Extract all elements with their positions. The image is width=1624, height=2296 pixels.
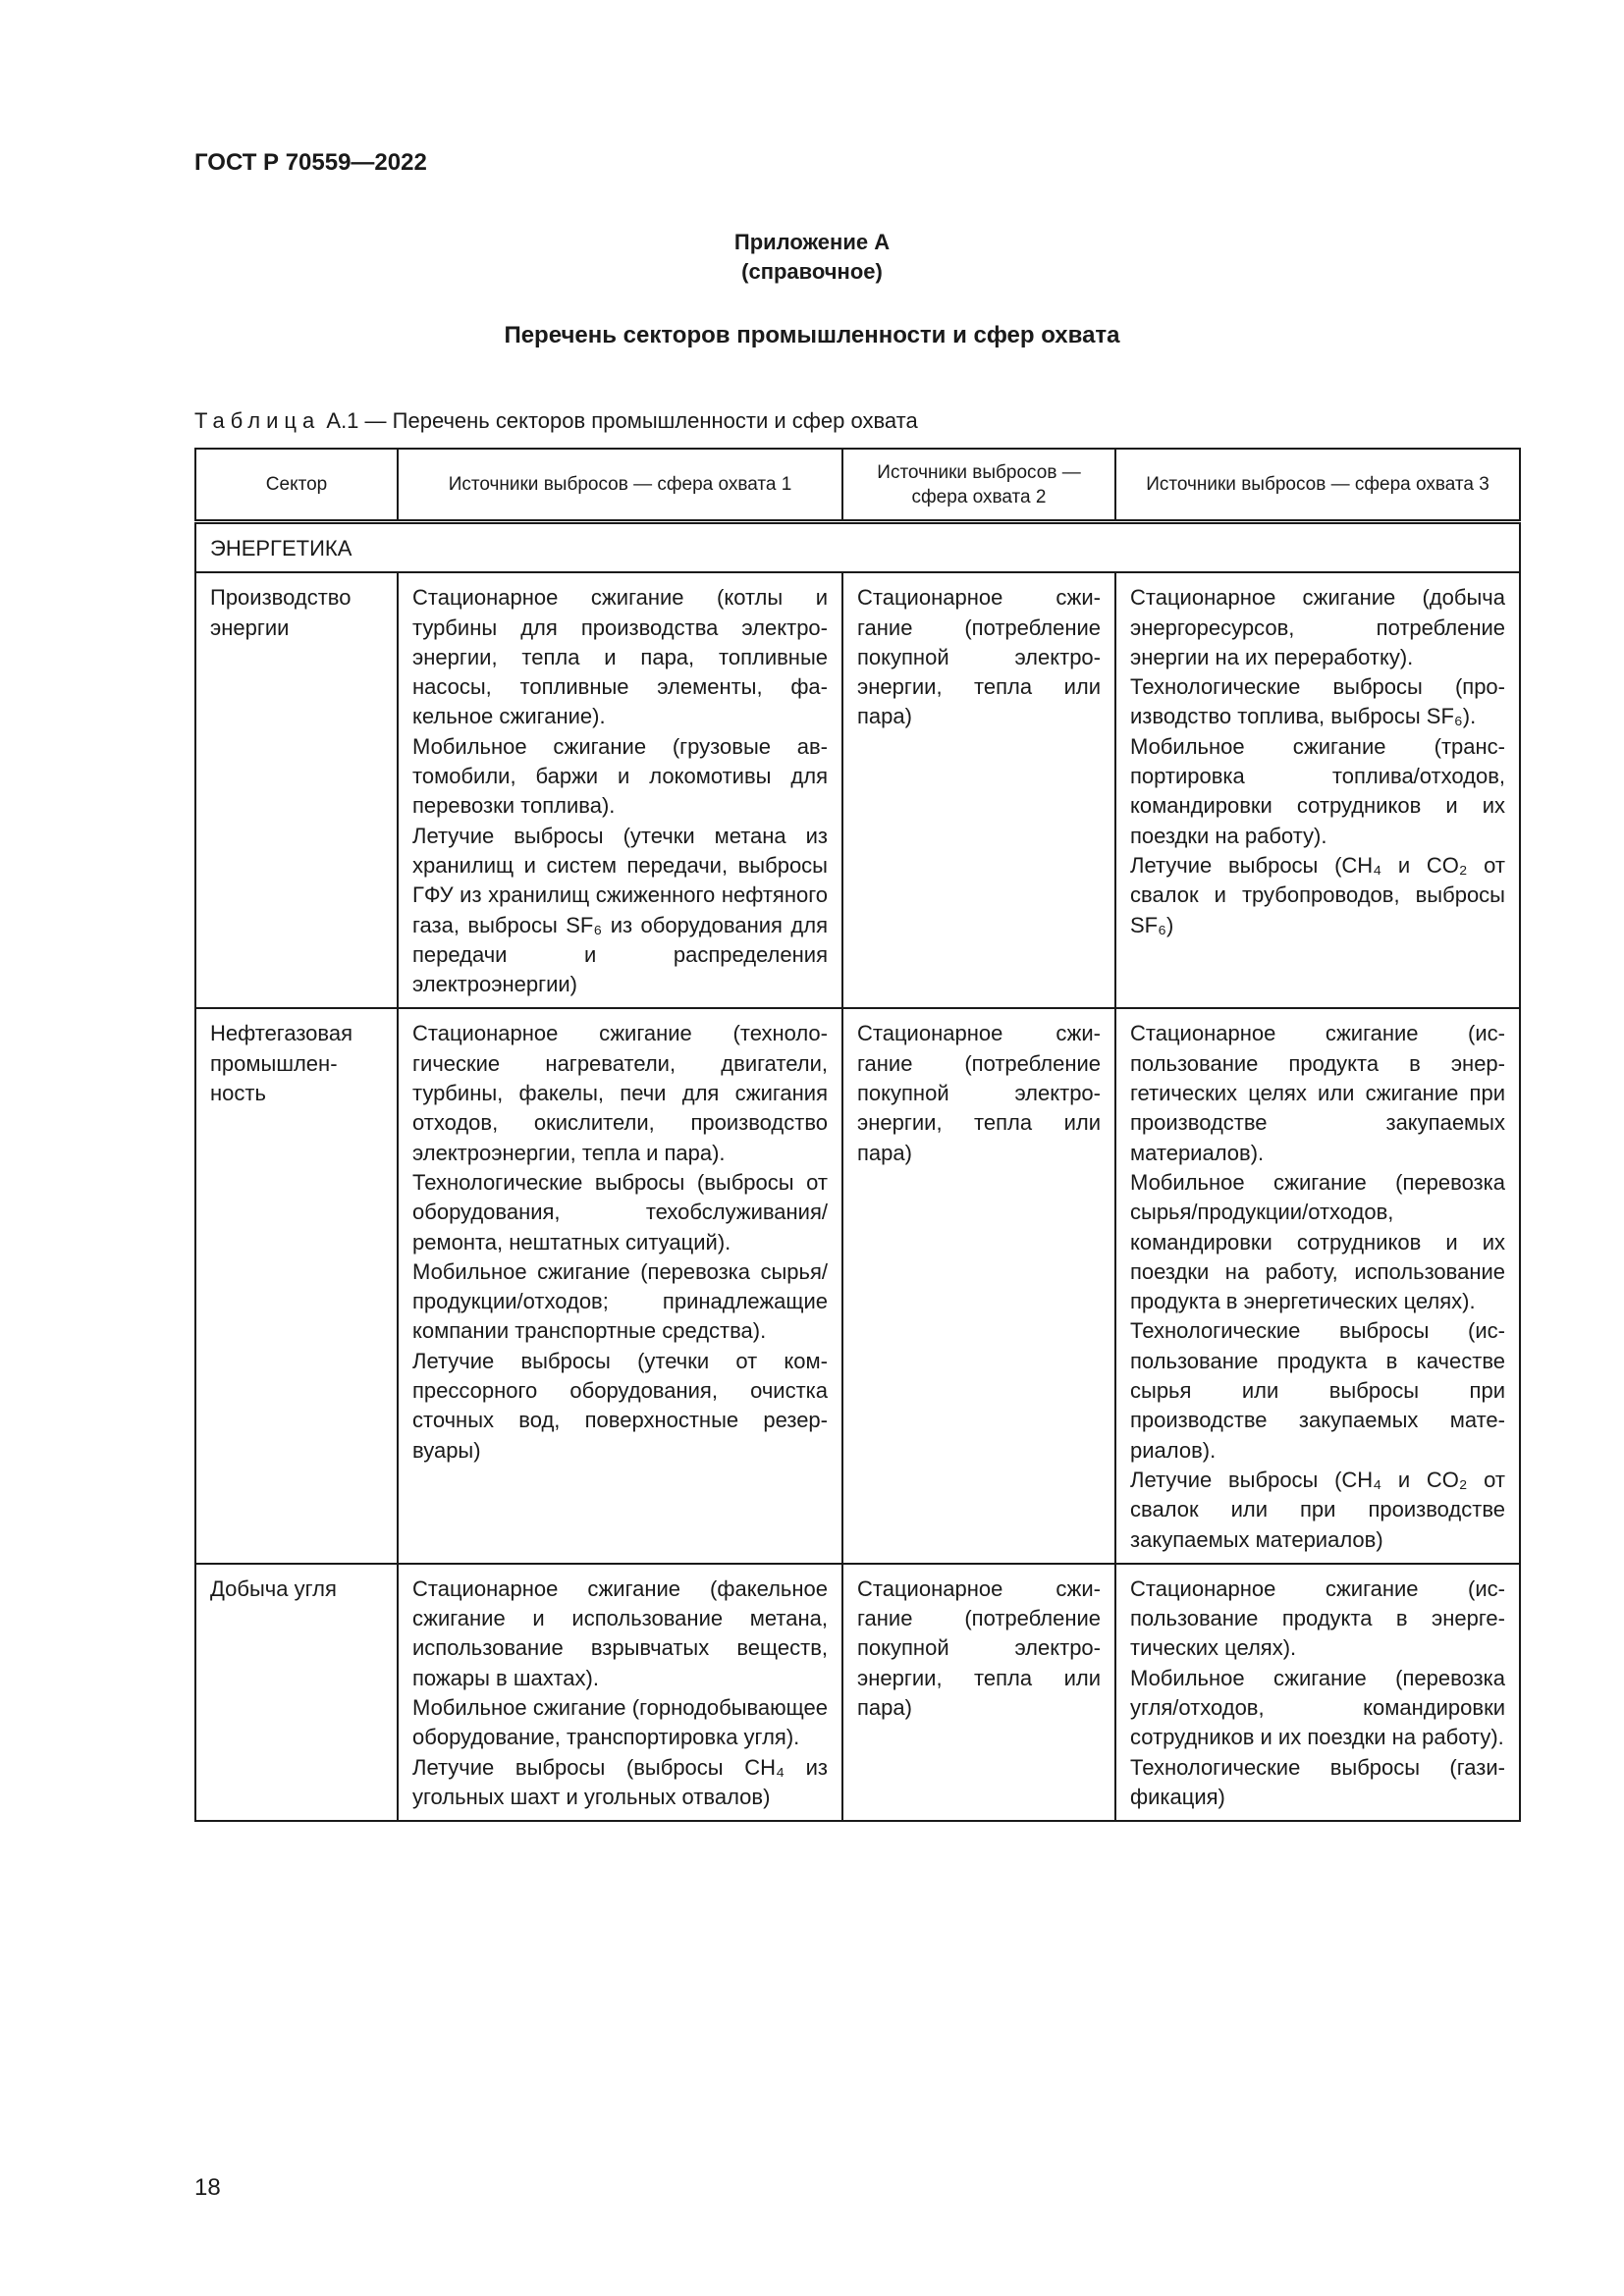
scope1-paragraph: Мобильное сжигание (горнодобывающее оборудование, транспортировка угля). [412, 1694, 828, 1750]
section-energy-label: ЭНЕРГЕТИКА [195, 522, 1520, 573]
scope3-paragraph: Стационарное сжигание (добыча энергоресурсов, потребление энергии на их переработку). [1130, 585, 1505, 669]
scope1-paragraph: Технологические выбросы (выбросы от оборудования, техобслуживания/ремонта, нештатных ситуаций). [412, 1169, 828, 1255]
scope3-cell [1115, 1008, 1520, 1563]
scope1-paragraph: Стационарное сжигание (котлы и турбины для производства электроэнергии, тепла и пара, топливные насосы, топливные элементы, факельное сжигание). [412, 585, 828, 729]
scope3-paragraph: Стационарное сжигание (использование продукта в энергетических целях или сжигание при производстве закупаемых материалов). [1130, 1021, 1505, 1165]
scope3-paragraph: Технологические выбросы (газификация) [1130, 1754, 1505, 1809]
scope1-paragraph: Стационарное сжигание (технологические нагреватели, двигатели, турбины, факелы, печи для сжигания отходов, окислители, производство электроэнергии, тепла и пара). [412, 1021, 828, 1165]
scope1-paragraph: Летучие выбросы (утечки метана из хранилищ и систем передачи, выбросы ГФУ из хранилищ сжиженного нефтяного газа, выбросы SF₆ из оборудования для передачи и распределения электроэнергии) [412, 823, 828, 997]
scope3-paragraph: Мобильное сжигание (перевозка угля/отходов, командировки сотрудников и их поездки на работу). [1130, 1665, 1505, 1750]
header-sector: Сектор [195, 449, 398, 522]
appendix-title: Приложение А [733, 230, 891, 254]
document-code: ГОСТ Р 70559—2022 [194, 149, 427, 176]
scope2-cell: Стационарное сжигание (потребление покупной электроэнергии, тепла или пара) [842, 572, 1115, 1008]
table-caption-text: — Перечень секторов промышленности и сфер охвата [364, 408, 918, 433]
sector-cell: Нефтегазовая промышленность [195, 1008, 398, 1563]
table-row [195, 572, 1520, 1008]
scope3-cell [1115, 1564, 1520, 1821]
scope2-cell: Стационарное сжигание (потребление покупной электроэнергии, тепла или пара) [842, 1008, 1115, 1563]
scope3-paragraph: Летучие выбросы (CH₄ и CO₂ от свалок или при производстве закупаемых материалов) [1130, 1467, 1505, 1552]
sectors-table [194, 448, 1521, 1822]
scope1-paragraph: Летучие выбросы (выбросы CH₄ из угольных шахт и угольных отвалов) [412, 1754, 828, 1809]
scope3-paragraph: Мобильное сжигание (перевозка сырья/продукции/отходов, командировки сотрудников и их поездки на работу, использование продукта в энергетических целях). [1130, 1169, 1505, 1314]
section-row-energy [195, 522, 1520, 573]
header-scope2: Источники выбросов — сфера охвата 2 [842, 449, 1115, 522]
table-row [195, 1564, 1520, 1821]
scope1-paragraph: Мобильное сжигание (перевозка сырья/продукции/отходов; принадлежащие компании транспортные средства). [412, 1258, 828, 1344]
table-row [195, 1008, 1520, 1563]
scope3-paragraph: Стационарное сжигание (использование продукта в энергетических целях). [1130, 1575, 1505, 1661]
scope1-paragraph: Мобильное сжигание (грузовые автомобили, баржи и локомотивы для перевозки топлива). [412, 733, 828, 819]
table-caption [194, 408, 918, 434]
header-scope1: Источники выбросов — сфера охвата 1 [398, 449, 842, 522]
scope1-paragraph: Стационарное сжигание (факельное сжигание и использование метана, использование взрывчатых веществ, пожары в шахтах). [412, 1575, 828, 1690]
scope1-cell [398, 1564, 842, 1821]
scope3-paragraph: Технологические выбросы (производство топлива, выбросы SF₆). [1130, 674, 1505, 729]
scope2-cell: Стационарное сжигание (потребление покупной электроэнергии, тепла или пара) [842, 1564, 1115, 1821]
scope1-cell [398, 1008, 842, 1563]
scope3-paragraph: Технологические выбросы (использование продукта в качестве сырья или выбросы при производстве закупаемых материалов). [1130, 1318, 1505, 1463]
page-number: 18 [194, 2174, 221, 2201]
sector-cell: Добыча угля [195, 1564, 398, 1821]
appendix-subtitle: (справочное) [741, 259, 883, 284]
scope1-cell [398, 572, 842, 1008]
scope3-paragraph: Мобильное сжигание (транспортировка топлива/отходов, командировки сотрудников и их поездки на работу). [1130, 733, 1505, 848]
section-title: Перечень секторов промышленности и сфер охвата [504, 322, 1120, 348]
scope3-cell [1115, 572, 1520, 1008]
scope1-paragraph: Летучие выбросы (утечки от компрессорного оборудования, очистка сточных вод, поверхностные резервуары) [412, 1348, 828, 1463]
sector-cell: Производство энергии [195, 572, 398, 1008]
table-caption-number: А.1 [326, 408, 359, 433]
header-scope3: Источники выбросов — сфера охвата 3 [1115, 449, 1520, 522]
table-caption-prefix: Таблица [194, 408, 321, 433]
scope3-paragraph: Летучие выбросы (CH₄ и CO₂ от свалок и трубопроводов, выбросы SF₆) [1130, 852, 1505, 937]
table-header-row [195, 449, 1520, 522]
